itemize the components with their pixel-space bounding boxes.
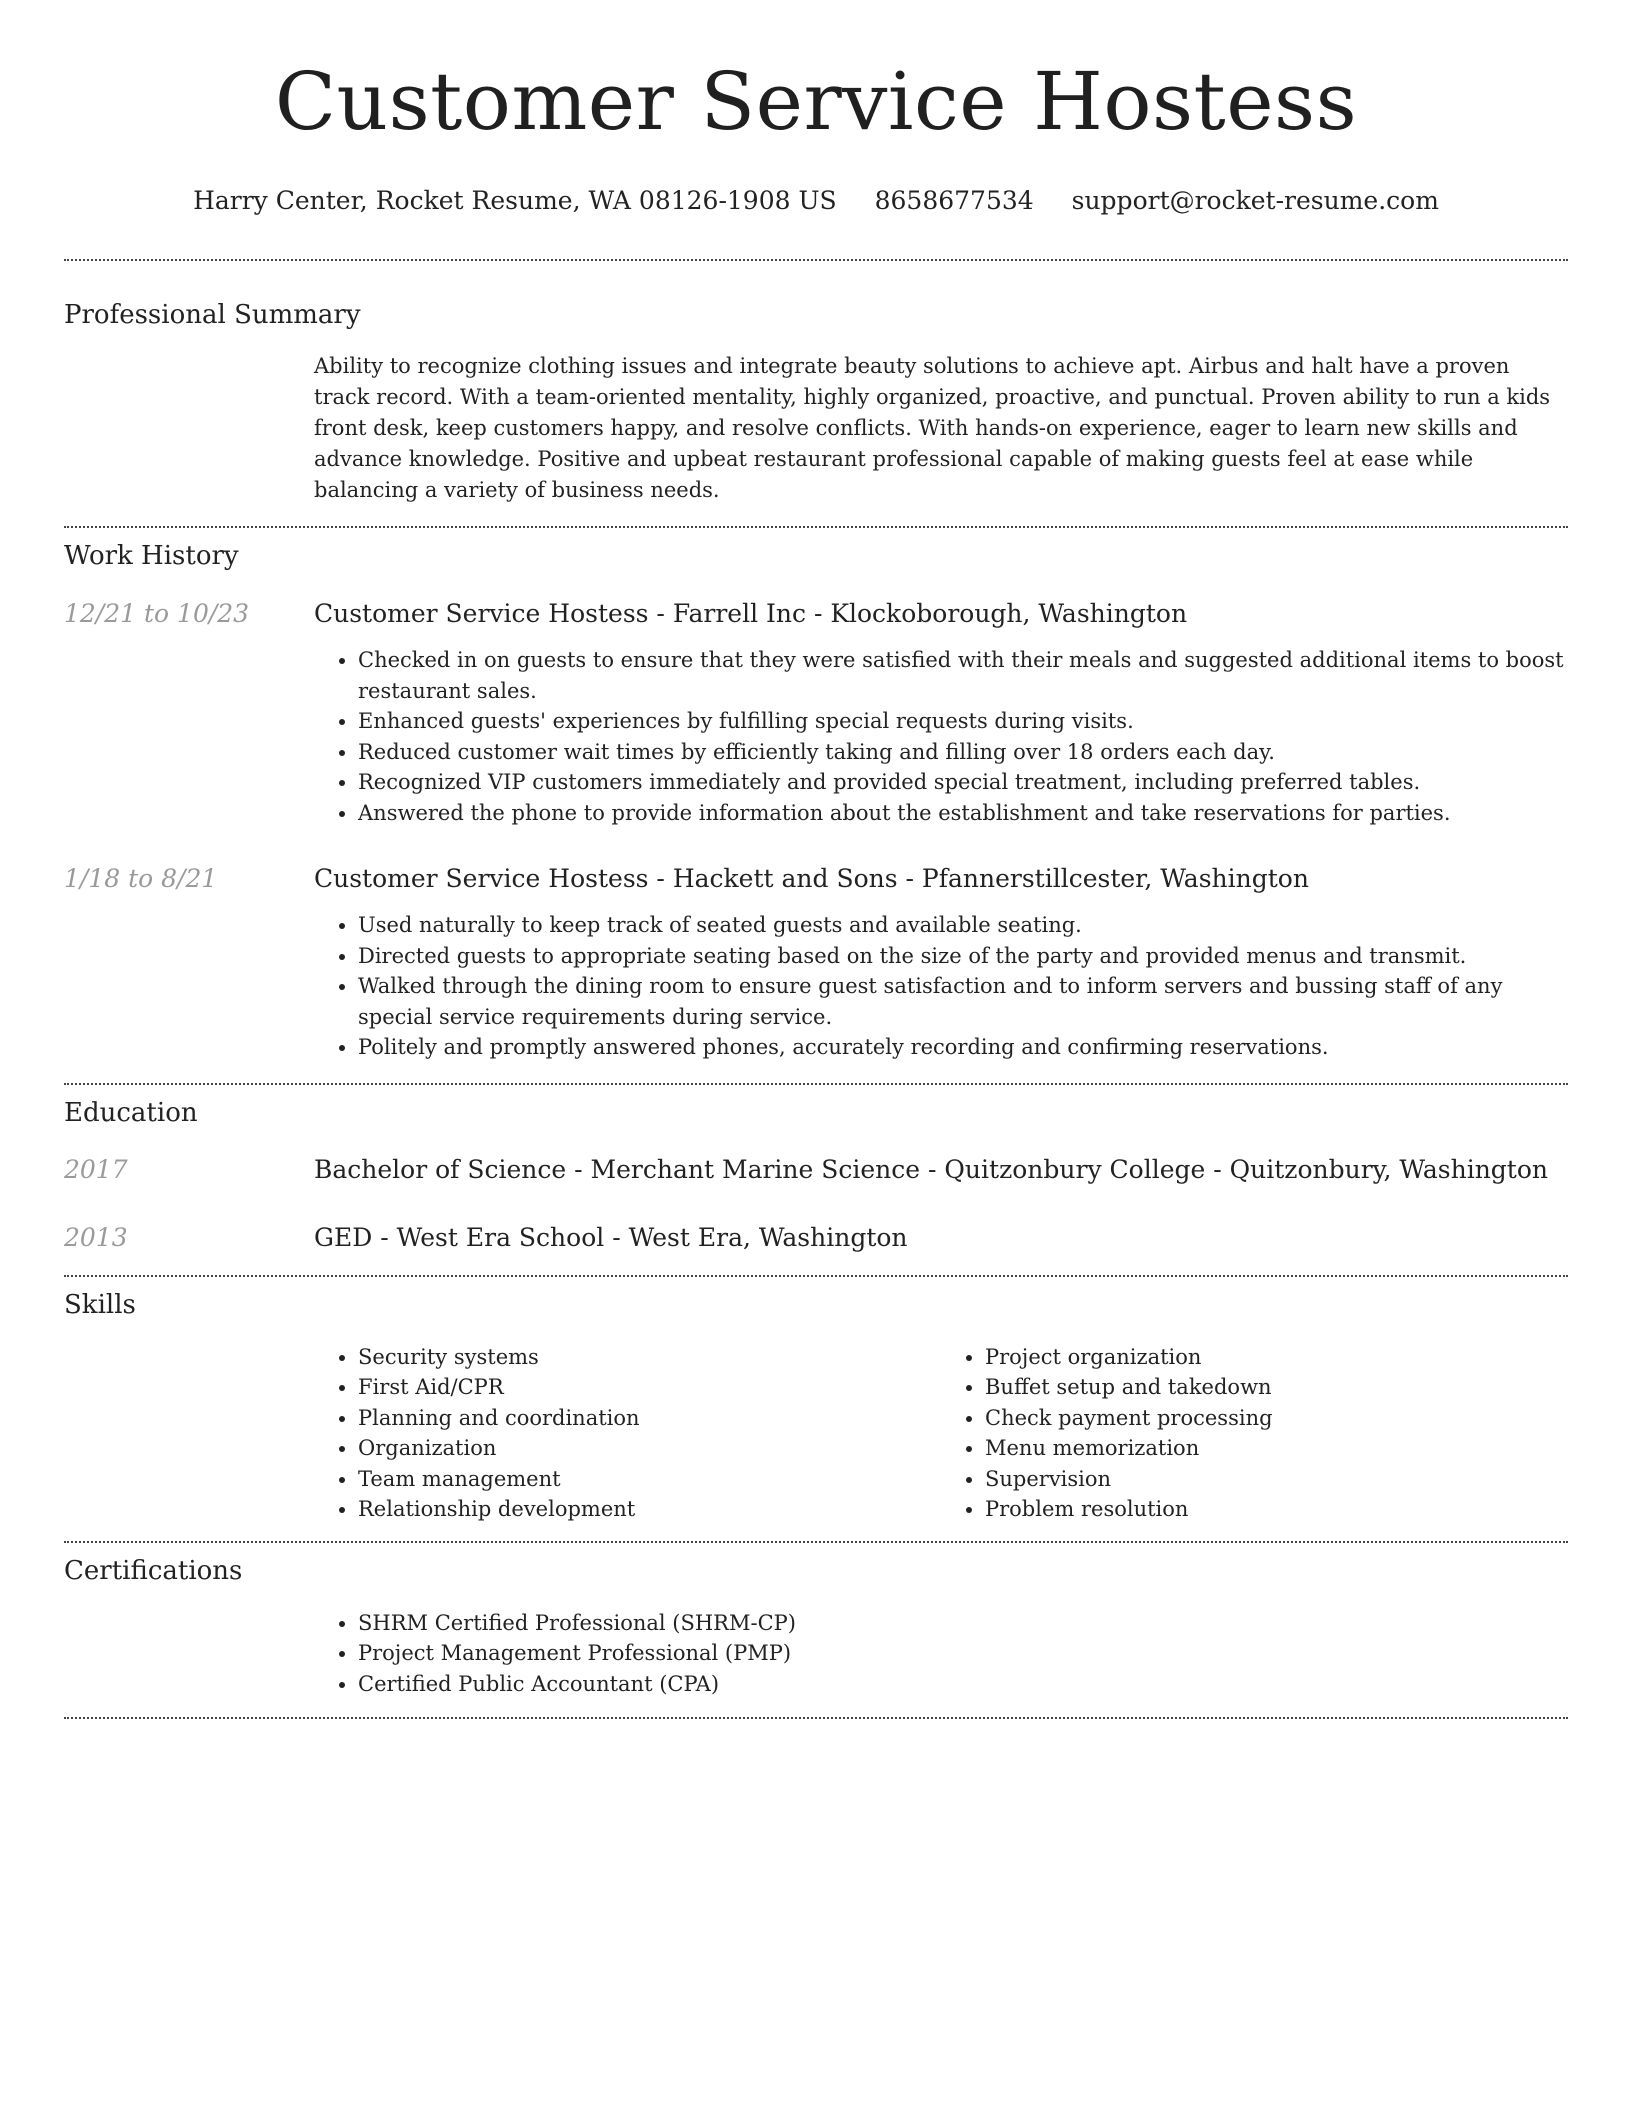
skills-list-left (314, 1342, 941, 1525)
skill-item: • Buffet setup and takedown (985, 1372, 1568, 1403)
certification-item: • Project Management Professional (PMP) (358, 1638, 1568, 1669)
job-bullet: • Answered the phone to provide information about the establishment and take reservations for parties. (358, 798, 1568, 829)
candidate-name: Customer Service Hostess (274, 55, 1358, 148)
education-school: - Quitzonbury College - Quitzonbury, Washington (920, 1154, 1548, 1184)
job-bullet: • Walked through the dining room to ensure guest satisfaction and to inform servers and bussing staff of any special service requirements during service. (358, 971, 1568, 1032)
skills-columns (314, 1342, 1568, 1525)
certification-item: • SHRM Certified Professional (SHRM-CP) (358, 1608, 1568, 1639)
certifications-row (64, 1608, 1568, 1700)
education-degree: Bachelor of Science - Merchant Marine Science (314, 1154, 921, 1184)
education-degree: GED (314, 1222, 373, 1252)
education-heading (314, 1153, 1568, 1187)
section-divider (64, 1541, 1568, 1543)
section-title-skills: Skills (64, 1289, 136, 1320)
section-divider (64, 1083, 1568, 1085)
section-divider (64, 259, 1568, 261)
skill-item: • Menu memorization (985, 1433, 1568, 1464)
job-entry (64, 597, 1568, 828)
certifications-section (64, 1554, 1568, 1700)
job-details (314, 862, 1568, 1063)
skill-item: • Project organization (985, 1342, 1568, 1373)
resume-header (64, 52, 1568, 218)
section-divider (64, 1717, 1568, 1719)
skill-item: • Problem resolution (985, 1494, 1568, 1525)
job-title: Customer Service Hostess (314, 599, 649, 628)
job-bullets (314, 910, 1568, 1063)
education-heading (314, 1221, 1568, 1255)
section-title-certifications: Certifications (64, 1555, 243, 1586)
education-section (64, 1096, 1568, 1255)
summary-text: Ability to recognize clothing issues and integrate beauty solutions to achieve apt. Airbus and halt have a proven track record. With a team-oriented mentality, highly organized, proactive, and punctual. Proven ability to run a kids front desk, keep customers happy, and resolve conflicts. With hands-on experience, eager to learn new skills and advance knowledge. Positive and upbeat restaurant professional capable of making guests feel at ease while balancing a variety of business needs. (314, 354, 1551, 502)
job-heading (314, 597, 1568, 631)
education-entry (64, 1153, 1568, 1187)
job-dates: 1/18 to 8/21 (64, 864, 218, 893)
education-entry (64, 1221, 1568, 1255)
job-heading (314, 862, 1568, 896)
certifications-content (314, 1608, 1568, 1700)
job-bullet: • Reduced customer wait times by efficiently taking and filling over 18 orders each day. (358, 737, 1568, 768)
certifications-spacer (64, 1608, 314, 1700)
skill-item: • Security systems (358, 1342, 941, 1373)
section-divider (64, 526, 1568, 528)
section-title-work-history: Work History (64, 541, 239, 571)
job-details (314, 597, 1568, 828)
education-year: 2017 (64, 1154, 128, 1184)
section-divider (64, 1275, 1568, 1277)
job-bullet: • Directed guests to appropriate seating based on the size of the party and provided menus and transmit. (358, 941, 1568, 972)
job-bullet: • Checked in on guests to ensure that they were satisfied with their meals and suggested additional items to boost restaurant sales. (358, 645, 1568, 706)
skills-section (64, 1288, 1568, 1525)
resume-page (64, 0, 1568, 1719)
section-title-summary: Professional Summary (64, 300, 361, 330)
skill-item: • Supervision (985, 1464, 1568, 1495)
skills-row (64, 1342, 1568, 1525)
summary-section (64, 298, 1568, 506)
job-entry (64, 862, 1568, 1063)
skills-list-right (941, 1342, 1568, 1525)
skill-item: • First Aid/CPR (358, 1372, 941, 1403)
contact-email: support@rocket-resume.com (1071, 186, 1439, 215)
skill-item: • Planning and coordination (358, 1403, 941, 1434)
job-bullet: • Politely and promptly answered phones, accurately recording and confirming reservations. (358, 1032, 1568, 1063)
skill-item: • Relationship development (358, 1494, 941, 1525)
job-company: - Hackett and Sons - Pfannerstillcester, Washington (648, 864, 1309, 893)
education-school: - West Era School - West Era, Washington (372, 1222, 908, 1252)
job-bullet: • Used naturally to keep track of seated guests and available seating. (358, 910, 1568, 941)
job-bullet: • Recognized VIP customers immediately and provided special treatment, including preferred tables. (358, 767, 1568, 798)
contact-phone: 8658677534 (874, 186, 1034, 215)
skill-item: • Check payment processing (985, 1403, 1568, 1434)
skill-item: • Organization (358, 1433, 941, 1464)
summary-spacer (64, 351, 314, 506)
job-bullet: • Enhanced guests' experiences by fulfilling special requests during visits. (358, 706, 1568, 737)
job-bullets (314, 645, 1568, 828)
skill-item: • Team management (358, 1464, 941, 1495)
job-title: Customer Service Hostess (314, 864, 649, 893)
section-title-education: Education (64, 1097, 198, 1128)
education-year: 2013 (64, 1222, 128, 1252)
skills-spacer (64, 1342, 314, 1525)
job-dates: 12/21 to 10/23 (64, 599, 250, 628)
certifications-list (314, 1608, 1568, 1700)
work-history-section (64, 539, 1568, 1063)
summary-row (64, 351, 1568, 506)
contact-line (64, 184, 1568, 218)
certification-item: • Certified Public Accountant (CPA) (358, 1669, 1568, 1700)
job-company: - Farrell Inc - Klockoborough, Washington (648, 599, 1188, 628)
contact-address: Harry Center, Rocket Resume, WA 08126-1908 US (193, 186, 837, 215)
